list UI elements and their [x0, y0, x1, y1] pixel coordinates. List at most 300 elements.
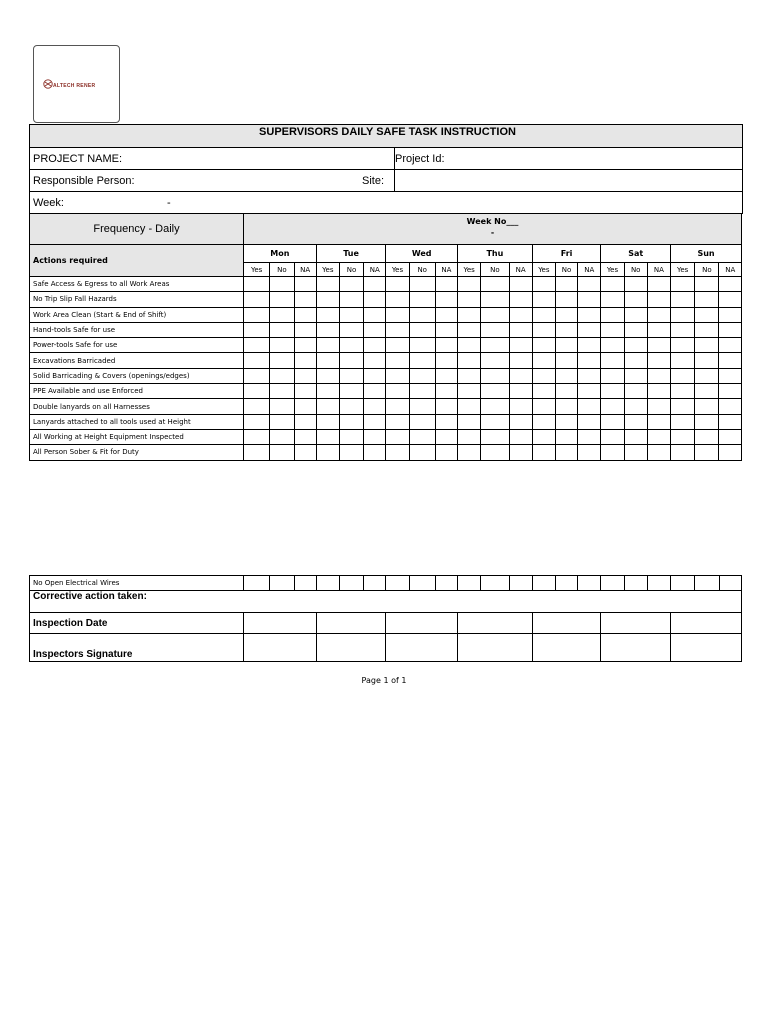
check-cell[interactable] — [409, 429, 435, 444]
check-cell[interactable] — [578, 429, 601, 444]
check-cell[interactable] — [294, 338, 316, 353]
check-cell[interactable] — [647, 277, 670, 292]
check-cell[interactable] — [270, 338, 294, 353]
check-cell[interactable] — [719, 353, 742, 368]
inspector-signature-cell-tue[interactable] — [316, 634, 386, 662]
check-cell[interactable] — [386, 429, 409, 444]
check-cell[interactable] — [458, 338, 481, 353]
check-cell[interactable] — [386, 399, 409, 414]
check-cell[interactable] — [270, 353, 294, 368]
check-cell[interactable] — [294, 445, 316, 460]
check-cell[interactable] — [509, 292, 532, 307]
check-cell[interactable] — [671, 353, 695, 368]
check-cell[interactable] — [647, 322, 670, 337]
check-cell[interactable] — [386, 368, 409, 383]
check-cell[interactable] — [339, 429, 363, 444]
check-cell[interactable] — [532, 353, 555, 368]
check-cell[interactable] — [364, 368, 386, 383]
check-cell[interactable] — [578, 414, 601, 429]
check-cell[interactable] — [647, 353, 670, 368]
check-cell[interactable] — [555, 322, 577, 337]
check-cell[interactable] — [671, 445, 695, 460]
check-cell[interactable] — [386, 384, 409, 399]
check-cell[interactable] — [409, 368, 435, 383]
check-cell[interactable] — [509, 384, 532, 399]
check-cell[interactable] — [386, 292, 409, 307]
check-cell[interactable] — [316, 368, 339, 383]
check-cell[interactable] — [435, 429, 457, 444]
check-cell[interactable] — [244, 338, 270, 353]
check-cell[interactable] — [624, 277, 647, 292]
check-cell[interactable] — [601, 292, 624, 307]
check-cell[interactable] — [671, 307, 695, 322]
check-cell[interactable] — [435, 307, 457, 322]
check-cell[interactable] — [601, 576, 624, 591]
check-cell[interactable] — [578, 445, 601, 460]
check-cell[interactable] — [578, 353, 601, 368]
check-cell[interactable] — [458, 307, 481, 322]
check-cell[interactable] — [578, 322, 601, 337]
check-cell[interactable] — [364, 576, 386, 591]
check-cell[interactable] — [364, 353, 386, 368]
check-cell[interactable] — [409, 576, 435, 591]
check-cell[interactable] — [719, 338, 742, 353]
check-cell[interactable] — [695, 429, 719, 444]
inspection-date-cell-thu[interactable] — [458, 613, 533, 634]
check-cell[interactable] — [435, 338, 457, 353]
check-cell[interactable] — [624, 384, 647, 399]
inspection-date-cell-sat[interactable] — [601, 613, 671, 634]
actions-required-label: Actions required — [30, 245, 244, 277]
check-cell[interactable] — [601, 445, 624, 460]
check-cell[interactable] — [364, 307, 386, 322]
check-cell[interactable] — [555, 307, 577, 322]
check-cell[interactable] — [695, 384, 719, 399]
check-cell[interactable] — [481, 368, 509, 383]
check-cell[interactable] — [364, 384, 386, 399]
check-cell[interactable] — [409, 445, 435, 460]
check-cell[interactable] — [671, 399, 695, 414]
inspection-date-cell-wed[interactable] — [386, 613, 458, 634]
check-cell[interactable] — [481, 338, 509, 353]
check-cell[interactable] — [509, 429, 532, 444]
check-cell[interactable] — [719, 576, 741, 591]
check-cell[interactable] — [624, 353, 647, 368]
check-cell[interactable] — [624, 445, 647, 460]
check-cell[interactable] — [244, 399, 270, 414]
check-cell[interactable] — [481, 277, 509, 292]
check-cell[interactable] — [624, 414, 647, 429]
check-cell[interactable] — [556, 576, 578, 591]
check-cell[interactable] — [509, 445, 532, 460]
check-cell[interactable] — [270, 368, 294, 383]
option-header-no: No — [695, 263, 719, 277]
check-cell[interactable] — [671, 368, 695, 383]
check-cell[interactable] — [294, 414, 316, 429]
option-header-yes: Yes — [244, 263, 270, 277]
check-cell[interactable] — [409, 414, 435, 429]
check-cell[interactable] — [578, 576, 601, 591]
check-cell[interactable] — [695, 414, 719, 429]
check-cell[interactable] — [316, 338, 339, 353]
check-cell[interactable] — [601, 353, 624, 368]
check-cell[interactable] — [339, 322, 363, 337]
check-cell[interactable] — [458, 277, 481, 292]
check-cell[interactable] — [578, 384, 601, 399]
check-cell[interactable] — [695, 368, 719, 383]
check-cell[interactable] — [555, 353, 577, 368]
check-cell[interactable] — [244, 292, 270, 307]
check-cell[interactable] — [509, 414, 532, 429]
check-cell[interactable] — [339, 353, 363, 368]
check-cell[interactable] — [481, 353, 509, 368]
check-cell[interactable] — [294, 307, 316, 322]
check-cell[interactable] — [409, 399, 435, 414]
check-cell[interactable] — [481, 292, 509, 307]
check-cell[interactable] — [244, 368, 270, 383]
check-cell[interactable] — [316, 292, 339, 307]
check-cell[interactable] — [578, 277, 601, 292]
inspection-date-cell-tue[interactable] — [316, 613, 386, 634]
check-cell[interactable] — [647, 576, 670, 591]
check-cell[interactable] — [601, 368, 624, 383]
inspection-date-cell-mon[interactable] — [244, 613, 317, 634]
check-cell[interactable] — [647, 429, 670, 444]
check-cell[interactable] — [244, 307, 270, 322]
check-cell[interactable] — [316, 353, 339, 368]
check-cell[interactable] — [624, 292, 647, 307]
week-number-label: Week No___ — [466, 217, 519, 226]
check-cell[interactable] — [578, 338, 601, 353]
check-cell[interactable] — [409, 338, 435, 353]
check-cell[interactable] — [509, 338, 532, 353]
check-cell[interactable] — [294, 384, 316, 399]
check-cell[interactable] — [316, 384, 339, 399]
check-cell[interactable] — [458, 414, 481, 429]
inspector-signature-cell-mon[interactable] — [244, 634, 317, 662]
check-cell[interactable] — [458, 292, 481, 307]
check-cell[interactable] — [532, 576, 555, 591]
check-cell[interactable] — [481, 445, 509, 460]
check-cell[interactable] — [624, 307, 647, 322]
check-cell[interactable] — [339, 445, 363, 460]
inspector-signature-cell-fri[interactable] — [532, 634, 601, 662]
check-cell[interactable] — [386, 445, 409, 460]
check-cell[interactable] — [555, 429, 577, 444]
check-cell[interactable] — [294, 322, 316, 337]
check-cell[interactable] — [386, 576, 409, 591]
inspector-signature-cell-wed[interactable] — [386, 634, 458, 662]
check-cell[interactable] — [555, 292, 577, 307]
check-cell[interactable] — [532, 429, 555, 444]
check-cell[interactable] — [316, 576, 339, 591]
check-cell[interactable] — [601, 307, 624, 322]
check-cell[interactable] — [555, 445, 577, 460]
check-cell[interactable] — [671, 322, 695, 337]
check-cell[interactable] — [481, 414, 509, 429]
check-cell[interactable] — [364, 322, 386, 337]
check-cell[interactable] — [458, 399, 481, 414]
check-cell[interactable] — [339, 399, 363, 414]
check-cell[interactable] — [294, 576, 316, 591]
check-cell[interactable] — [435, 322, 457, 337]
check-cell[interactable] — [294, 292, 316, 307]
check-cell[interactable] — [671, 292, 695, 307]
inspection-date-cell-fri[interactable] — [532, 613, 601, 634]
check-cell[interactable] — [624, 576, 647, 591]
check-cell[interactable] — [695, 576, 719, 591]
check-cell[interactable] — [270, 277, 294, 292]
check-cell[interactable] — [481, 399, 509, 414]
check-cell[interactable] — [270, 429, 294, 444]
check-cell[interactable] — [364, 292, 386, 307]
signoff-table — [29, 575, 742, 662]
check-cell[interactable] — [458, 322, 481, 337]
check-cell[interactable] — [364, 338, 386, 353]
check-cell[interactable] — [532, 399, 555, 414]
check-cell[interactable] — [624, 429, 647, 444]
check-cell[interactable] — [364, 399, 386, 414]
check-cell[interactable] — [532, 384, 555, 399]
check-cell[interactable] — [316, 414, 339, 429]
check-cell[interactable] — [509, 307, 532, 322]
check-cell[interactable] — [481, 576, 509, 591]
check-cell[interactable] — [624, 338, 647, 353]
check-cell[interactable] — [624, 399, 647, 414]
page-number: Page 1 of 1 — [361, 676, 407, 685]
check-cell[interactable] — [695, 353, 719, 368]
check-cell[interactable] — [719, 429, 742, 444]
check-cell[interactable] — [671, 429, 695, 444]
check-cell[interactable] — [435, 277, 457, 292]
check-cell[interactable] — [435, 292, 457, 307]
check-cell[interactable] — [458, 445, 481, 460]
check-cell[interactable] — [364, 414, 386, 429]
check-cell[interactable] — [647, 307, 670, 322]
check-cell[interactable] — [647, 292, 670, 307]
check-cell[interactable] — [244, 414, 270, 429]
check-cell[interactable] — [339, 292, 363, 307]
check-cell[interactable] — [509, 353, 532, 368]
check-cell[interactable] — [435, 353, 457, 368]
check-cell[interactable] — [601, 414, 624, 429]
check-cell[interactable] — [339, 338, 363, 353]
check-cell[interactable] — [270, 322, 294, 337]
check-cell[interactable] — [601, 399, 624, 414]
check-cell[interactable] — [532, 338, 555, 353]
check-cell[interactable] — [601, 429, 624, 444]
check-cell[interactable] — [695, 307, 719, 322]
check-cell[interactable] — [481, 429, 509, 444]
check-cell[interactable] — [647, 414, 670, 429]
check-cell[interactable] — [409, 384, 435, 399]
check-cell[interactable] — [316, 307, 339, 322]
check-cell[interactable] — [555, 414, 577, 429]
check-cell[interactable] — [532, 277, 555, 292]
check-cell[interactable] — [386, 353, 409, 368]
option-header-na: NA — [364, 263, 386, 277]
check-cell[interactable] — [719, 292, 742, 307]
check-cell[interactable] — [532, 445, 555, 460]
check-cell[interactable] — [555, 368, 577, 383]
check-cell[interactable] — [671, 576, 695, 591]
check-cell[interactable] — [719, 368, 742, 383]
check-cell[interactable] — [270, 292, 294, 307]
check-cell[interactable] — [409, 277, 435, 292]
inspection-date-cell-sun[interactable] — [671, 613, 742, 634]
check-cell[interactable] — [364, 277, 386, 292]
check-cell[interactable] — [339, 384, 363, 399]
check-cell[interactable] — [386, 277, 409, 292]
day-header-mon: Mon — [244, 245, 317, 263]
check-cell[interactable] — [244, 322, 270, 337]
check-cell[interactable] — [719, 384, 742, 399]
check-cell[interactable] — [719, 445, 742, 460]
check-cell[interactable] — [294, 353, 316, 368]
check-cell[interactable] — [578, 307, 601, 322]
check-cell[interactable] — [719, 399, 742, 414]
check-cell[interactable] — [458, 368, 481, 383]
check-cell[interactable] — [532, 292, 555, 307]
check-cell[interactable] — [435, 384, 457, 399]
check-cell[interactable] — [647, 445, 670, 460]
check-cell[interactable] — [647, 399, 670, 414]
check-cell[interactable] — [481, 307, 509, 322]
check-cell[interactable] — [532, 322, 555, 337]
check-cell[interactable] — [601, 384, 624, 399]
check-cell[interactable] — [555, 338, 577, 353]
check-cell[interactable] — [624, 322, 647, 337]
check-cell[interactable] — [458, 384, 481, 399]
check-cell[interactable] — [671, 414, 695, 429]
check-cell[interactable] — [340, 576, 364, 591]
check-cell[interactable] — [578, 399, 601, 414]
check-cell[interactable] — [244, 384, 270, 399]
check-cell[interactable] — [244, 429, 270, 444]
check-cell[interactable] — [435, 368, 457, 383]
inspector-signature-cell-sun[interactable] — [671, 634, 742, 662]
inspector-signature-cell-thu[interactable] — [458, 634, 533, 662]
check-cell[interactable] — [316, 429, 339, 444]
logo-text: ALTECH RENER — [53, 83, 96, 89]
check-cell[interactable] — [339, 277, 363, 292]
check-cell[interactable] — [647, 384, 670, 399]
check-cell[interactable] — [270, 576, 294, 591]
check-cell[interactable] — [532, 368, 555, 383]
check-cell[interactable] — [386, 322, 409, 337]
check-cell[interactable] — [695, 292, 719, 307]
check-cell[interactable] — [695, 399, 719, 414]
check-cell[interactable] — [509, 322, 532, 337]
check-cell[interactable] — [481, 322, 509, 337]
check-cell[interactable] — [339, 307, 363, 322]
check-cell[interactable] — [409, 292, 435, 307]
check-cell[interactable] — [294, 399, 316, 414]
check-cell[interactable] — [435, 576, 457, 591]
check-cell[interactable] — [386, 307, 409, 322]
check-cell[interactable] — [458, 429, 481, 444]
check-cell[interactable] — [578, 368, 601, 383]
check-cell[interactable] — [671, 338, 695, 353]
check-cell[interactable] — [244, 353, 270, 368]
check-cell[interactable] — [409, 307, 435, 322]
action-item-label: Lanyards attached to all tools used at Height — [30, 414, 244, 429]
check-cell[interactable] — [601, 277, 624, 292]
check-cell[interactable] — [509, 368, 532, 383]
check-cell[interactable] — [364, 429, 386, 444]
check-cell[interactable] — [647, 338, 670, 353]
check-cell[interactable] — [270, 307, 294, 322]
check-cell[interactable] — [578, 292, 601, 307]
check-cell[interactable] — [364, 445, 386, 460]
check-cell[interactable] — [719, 414, 742, 429]
check-cell[interactable] — [270, 384, 294, 399]
check-cell[interactable] — [555, 399, 577, 414]
table-row — [30, 322, 742, 337]
check-cell[interactable] — [509, 399, 532, 414]
check-cell[interactable] — [409, 322, 435, 337]
check-cell[interactable] — [695, 338, 719, 353]
check-cell[interactable] — [316, 277, 339, 292]
check-cell[interactable] — [270, 445, 294, 460]
check-cell[interactable] — [270, 414, 294, 429]
check-cell[interactable] — [601, 338, 624, 353]
check-cell[interactable] — [435, 445, 457, 460]
check-cell[interactable] — [671, 384, 695, 399]
check-cell[interactable] — [719, 307, 742, 322]
check-cell[interactable] — [671, 277, 695, 292]
check-cell[interactable] — [458, 353, 481, 368]
check-cell[interactable] — [339, 414, 363, 429]
check-cell[interactable] — [294, 368, 316, 383]
check-cell[interactable] — [601, 322, 624, 337]
check-cell[interactable] — [458, 576, 481, 591]
check-cell[interactable] — [244, 445, 270, 460]
check-cell[interactable] — [386, 414, 409, 429]
check-cell[interactable] — [509, 277, 532, 292]
check-cell[interactable] — [435, 414, 457, 429]
check-cell[interactable] — [624, 368, 647, 383]
inspection-date-label: Inspection Date — [30, 613, 244, 634]
check-cell[interactable] — [244, 576, 270, 591]
check-cell[interactable] — [695, 322, 719, 337]
check-cell[interactable] — [532, 414, 555, 429]
check-cell[interactable] — [695, 277, 719, 292]
check-cell[interactable] — [647, 368, 670, 383]
check-cell[interactable] — [316, 445, 339, 460]
check-cell[interactable] — [270, 399, 294, 414]
check-cell[interactable] — [386, 338, 409, 353]
check-cell[interactable] — [244, 277, 270, 292]
check-cell[interactable] — [294, 277, 316, 292]
inspector-signature-cell-sat[interactable] — [601, 634, 671, 662]
check-cell[interactable] — [555, 384, 577, 399]
check-cell[interactable] — [316, 322, 339, 337]
check-cell[interactable] — [555, 277, 577, 292]
check-cell[interactable] — [435, 399, 457, 414]
check-cell[interactable] — [409, 353, 435, 368]
check-cell[interactable] — [719, 322, 742, 337]
check-cell[interactable] — [339, 368, 363, 383]
check-cell[interactable] — [294, 429, 316, 444]
check-cell[interactable] — [481, 384, 509, 399]
check-cell[interactable] — [316, 399, 339, 414]
action-item-label: Safe Access & Egress to all Work Areas — [30, 277, 244, 292]
check-cell[interactable] — [509, 576, 532, 591]
check-cell[interactable] — [695, 445, 719, 460]
check-cell[interactable] — [532, 307, 555, 322]
check-cell[interactable] — [719, 277, 742, 292]
